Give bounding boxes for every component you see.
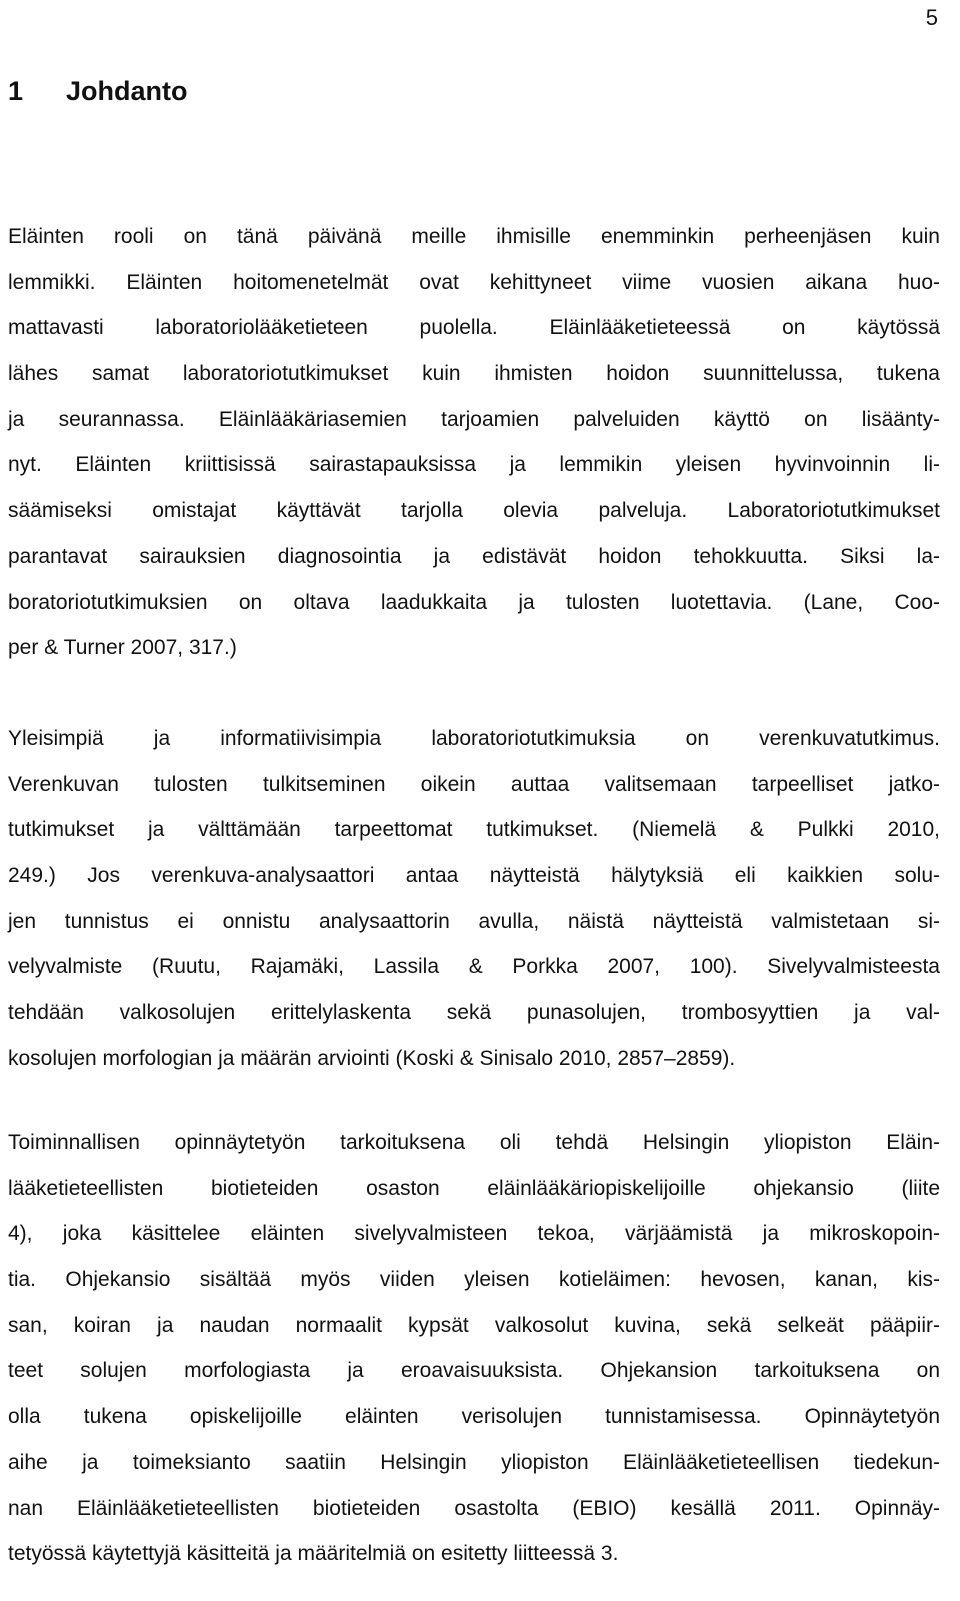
section-heading [8, 74, 188, 108]
text-line: tia. Ohjekansio sisältää myös viiden yleisen kotieläimen: hevosen, kanan, kis- [8, 1268, 940, 1292]
text-line: nyt. Eläinten kriittisissä sairastapauksissa ja lemmikin yleisen hyvinvoinnin li- [8, 453, 940, 477]
text-line: jen tunnistus ei onnistu analysaattorin avulla, näistä näytteistä valmistetaan si- [8, 909, 940, 933]
text-line: san, koiran ja naudan normaalit kypsät valkosolut kuvina, sekä selkeät pääpiir- [8, 1313, 940, 1337]
text-line: lemmikki. Eläinten hoitomenetelmät ovat kehittyneet viime vuosien aikana huo- [8, 270, 940, 294]
text-line: Eläinten rooli on tänä päivänä meille ihmisille enemminkin perheenjäsen kuin [8, 225, 940, 248]
text-line: 4), joka käsittelee eläinten sivelyvalmisteen tekoa, värjäämistä ja mikroskopoin- [8, 1222, 940, 1246]
text-line: velyvalmiste (Ruutu, Rajamäki, Lassila & Porkka 2007, 100). Sivelyvalmisteesta [8, 955, 940, 979]
text-line: boratoriotutkimuksien on oltava laadukkaita ja tulosten luotettavia. (Lane, Coo- [8, 590, 940, 614]
text-line: ja seurannassa. Eläinlääkäriasemien tarjoamien palveluiden käyttö on lisäänty- [8, 407, 940, 431]
text-line: nan Eläinlääketieteellisten biotieteiden osastolta (EBIO) kesällä 2011. Opinnäy- [8, 1496, 940, 1520]
section-title: Johdanto [66, 76, 188, 106]
text-line: tehdään valkosolujen erittelylaskenta sekä punasolujen, trombosyyttien ja val- [8, 1001, 940, 1025]
text-line: Verenkuvan tulosten tulkitseminen oikein auttaa valitsemaan tarpeelliset jatko- [8, 772, 940, 796]
text-line: aihe ja toimeksianto saatiin Helsingin yliopiston Eläinlääketieteellisen tiedekun- [8, 1450, 940, 1474]
text-line: lähes samat laboratoriotutkimukset kuin ihmisten hoidon suunnittelussa, tukena [8, 362, 940, 386]
text-line: tetyössä käytettyjä käsitteitä ja määritelmiä on esitetty liitteessä 3. [8, 1542, 619, 1566]
text-line: parantavat sairauksien diagnosointia ja edistävät hoidon tehokkuutta. Siksi la- [8, 544, 940, 568]
text-line: lääketieteellisten biotieteiden osaston eläinlääkäriopiskelijoille ohjekansio (liite [8, 1176, 940, 1200]
text-line: kosolujen morfologian ja määrän arviointi (Koski & Sinisalo 2010, 2857–2859). [8, 1046, 736, 1070]
paragraph-2 [8, 716, 940, 1082]
text-line: mattavasti laboratoriolääketieteen puolella. Eläinlääketieteessä on käytössä [8, 316, 940, 340]
text-line: tutkimukset ja välttämään tarpeettomat tutkimukset. (Niemelä & Pulkki 2010, [8, 818, 940, 842]
paragraph-3 [8, 1120, 940, 1577]
text-line: säämiseksi omistajat käyttävät tarjolla olevia palveluja. Laboratoriotutkimukset [8, 499, 940, 523]
text-line: Yleisimpiä ja informatiivisimpia laboratoriotutkimuksia on verenkuvatutkimus. [8, 727, 940, 750]
page-number: 5 [925, 5, 938, 30]
text-line: olla tukena opiskelijoille eläinten verisolujen tunnistamisessa. Opinnäytetyön [8, 1405, 940, 1429]
section-number: 1 [8, 76, 24, 106]
text-line: Toiminnallisen opinnäytetyön tarkoituksena oli tehdä Helsingin yliopiston Eläin- [8, 1131, 940, 1154]
text-line: teet solujen morfologiasta ja eroavaisuuksista. Ohjekansion tarkoituksena on [8, 1359, 940, 1383]
text-line: per & Turner 2007, 317.) [8, 636, 237, 660]
paragraph-1 [8, 214, 940, 671]
text-line: 249.) Jos verenkuva-analysaattori antaa näytteistä hälytyksiä eli kaikkien solu- [8, 864, 940, 888]
